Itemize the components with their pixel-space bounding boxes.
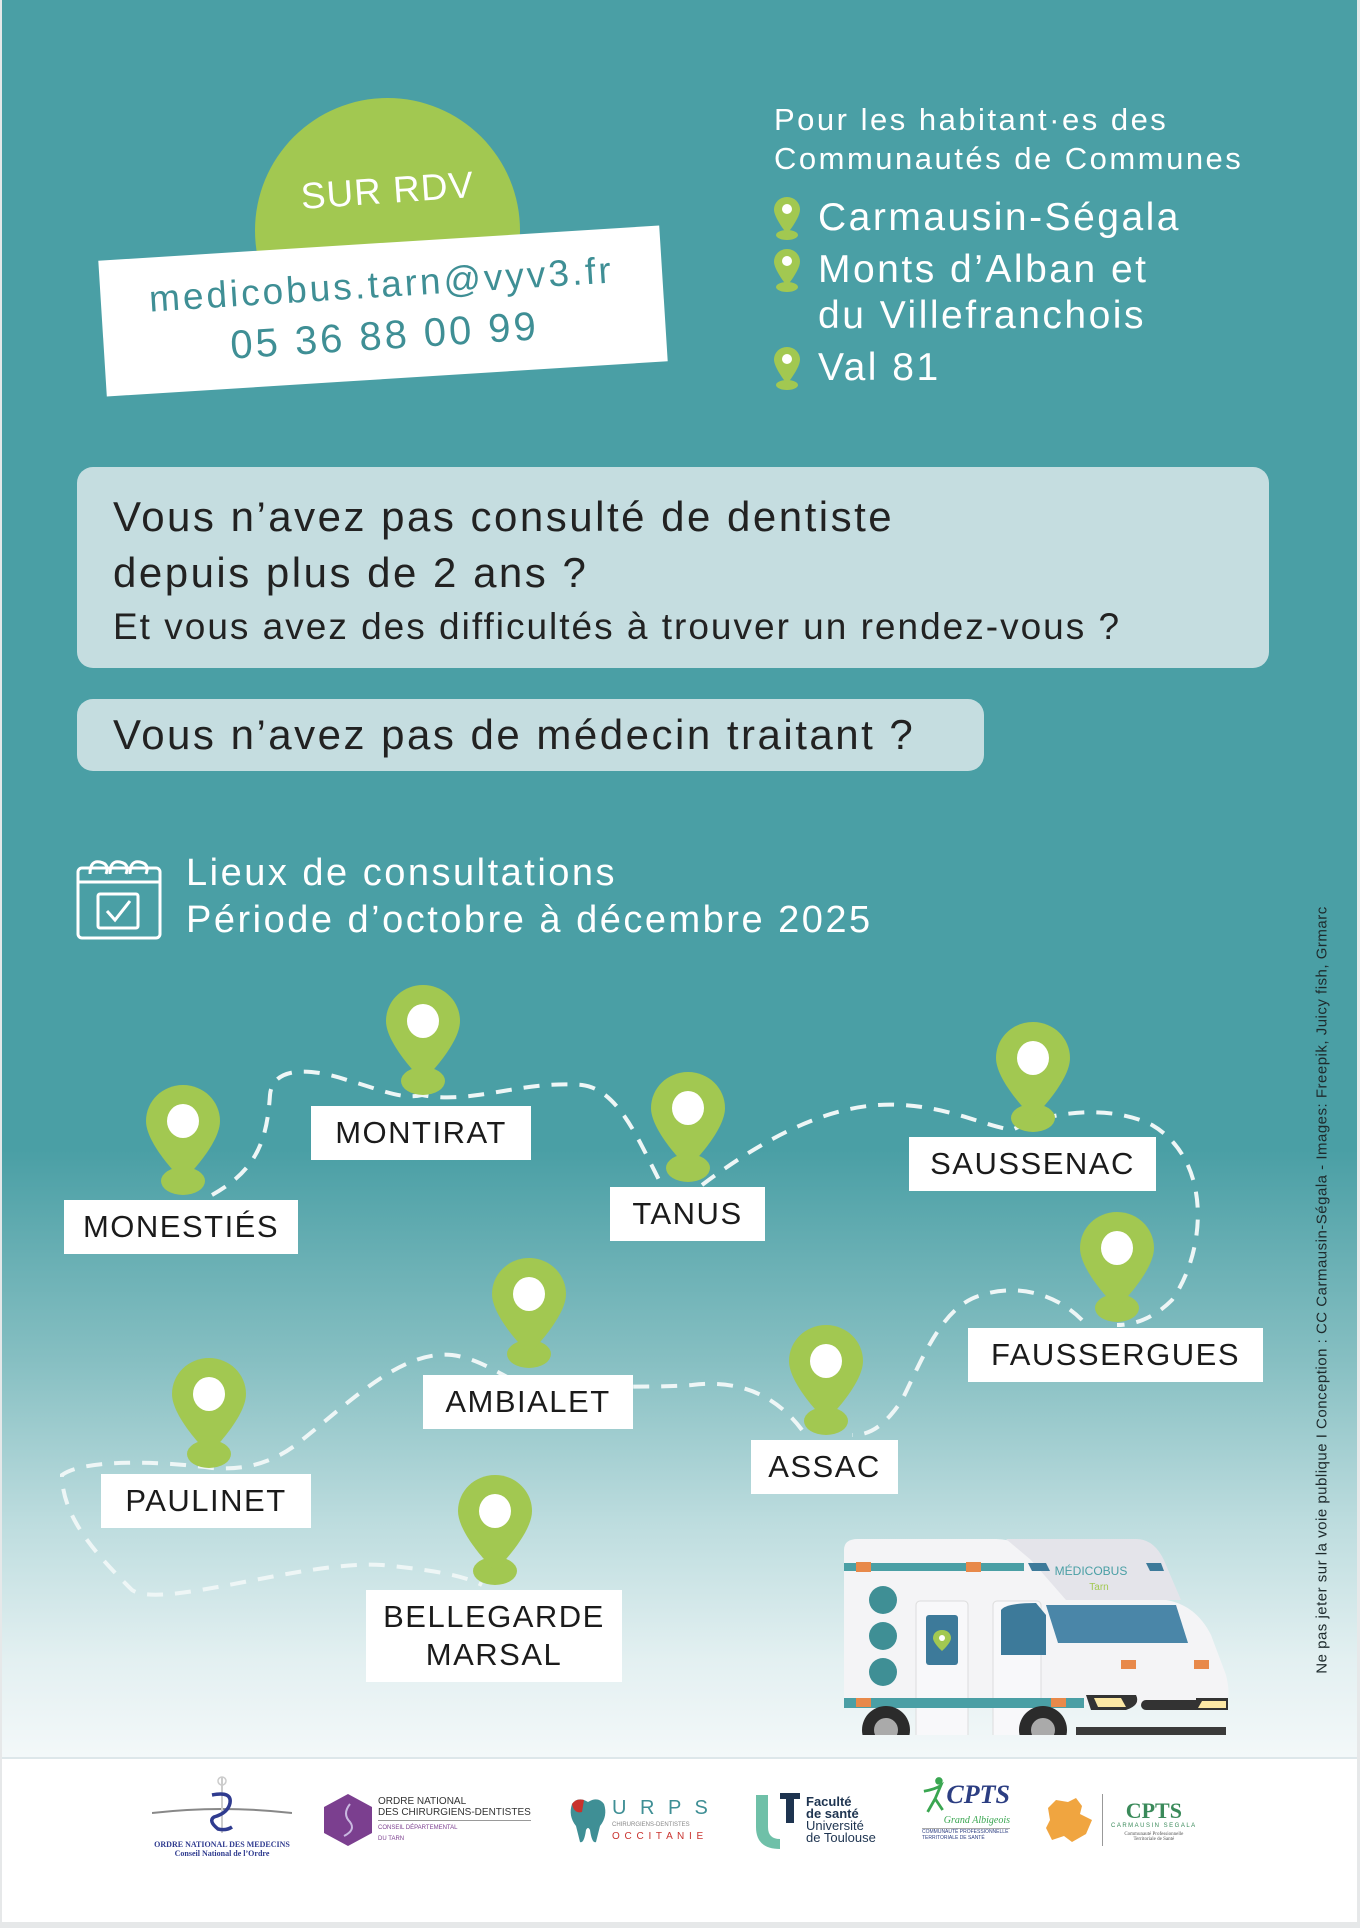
location-label: ASSAC <box>751 1440 898 1494</box>
dentist-question-line-3: Et vous avez des difficultés à trouver un rendez-vous ? <box>113 606 1122 647</box>
map-pin-icon <box>789 1325 863 1435</box>
logo-faculte-sante <box>754 1775 894 1865</box>
logo-text: TERRITORIALE DE SANTÉ <box>922 1835 985 1841</box>
logo-text: U R P S <box>612 1797 712 1819</box>
logo-cpts-carmausin-segala <box>1042 1775 1222 1865</box>
territory-map-icon <box>1042 1796 1094 1844</box>
logo-urps <box>568 1775 718 1865</box>
location-label-line-1: BELLEGARDE <box>383 1599 605 1634</box>
logo-cpts-grand-albigeois <box>922 1775 1010 1865</box>
caduceus-icon <box>152 1775 292 1835</box>
map-pin-icon <box>146 1085 220 1195</box>
logo-text: ORDRE NATIONAL <box>378 1795 467 1807</box>
map-pin-icon <box>492 1258 566 1368</box>
logo-text: CPTS <box>946 1780 1010 1809</box>
logo-ordre-medecins <box>152 1775 292 1865</box>
logo-text: DU TARN <box>378 1835 405 1842</box>
location-label: MONESTIÉS <box>64 1200 298 1254</box>
intro-line-1: Pour les habitant·es des <box>774 102 1169 137</box>
contact-card <box>98 225 667 396</box>
hexagon-logo-icon <box>324 1794 372 1846</box>
map-pin-icon <box>386 985 460 1095</box>
svg-text:Tarn: Tarn <box>1089 1582 1109 1593</box>
community-name: Monts d’Alban et <box>818 248 1149 291</box>
logo-text: DES CHIRURGIENS-DENTISTES <box>378 1807 531 1821</box>
map-pin-icon <box>172 1358 246 1468</box>
audience-intro <box>774 100 1243 178</box>
person-figure-icon <box>922 1775 946 1815</box>
community-name: Val 81 <box>818 346 941 389</box>
map-pin-icon <box>774 197 800 241</box>
community-name: Carmausin-Ségala <box>818 196 1181 239</box>
schedule-title: Lieux de consultations <box>186 852 618 894</box>
location-label: FAUSSERGUES <box>968 1328 1263 1382</box>
location-label: MONTIRAT <box>311 1106 531 1160</box>
map-pin-icon <box>774 249 800 293</box>
rdv-badge-label: SUR RDV <box>299 163 476 218</box>
community-item <box>774 247 1181 339</box>
map-pin-icon <box>458 1475 532 1585</box>
logo-ordre-chirurgiens-dentistes <box>324 1775 539 1865</box>
location-label-line-2: MARSAL <box>425 1637 563 1672</box>
dentist-question-box <box>77 467 1269 668</box>
logo-text: Conseil National de l’Ordre <box>174 1849 270 1858</box>
dentist-question-line-2: depuis plus de 2 ans ? <box>113 549 589 596</box>
logo-text: CARMAUSIN SEGALA <box>1111 1822 1197 1829</box>
community-list <box>774 195 1181 397</box>
poster <box>2 0 1357 1922</box>
university-u-icon <box>754 1791 802 1849</box>
map-pin-icon <box>996 1022 1070 1132</box>
location-label: PAULINET <box>101 1474 311 1528</box>
location-label <box>366 1590 622 1682</box>
location-label: SAUSSENAC <box>909 1137 1156 1191</box>
logo-text: Territoriale de Santé <box>1133 1836 1175 1842</box>
credits-text: Ne pas jeter sur la voie publique I Conception : CC Carmausin-Ségala - Images: Freepik, Juicy fish, Grmarc <box>1313 906 1331 1674</box>
schedule-period: Période d’octobre à décembre 2025 <box>186 899 873 941</box>
tooth-icon <box>568 1796 608 1844</box>
logo-text: de santé <box>806 1806 859 1821</box>
logo-text: de Toulouse <box>806 1830 876 1845</box>
logo-text: CONSEIL DÉPARTEMENTAL <box>378 1824 458 1831</box>
community-name-cont: du Villefranchois <box>818 294 1146 337</box>
logo-text: Faculté <box>806 1794 852 1809</box>
map-pin-icon <box>774 347 800 391</box>
schedule-heading <box>186 850 873 944</box>
community-item <box>774 345 1181 391</box>
logo-text: COMMUNAUTÉ PROFESSIONNELLE <box>922 1829 1009 1835</box>
map-pin-icon <box>651 1072 725 1182</box>
location-label: AMBIALET <box>423 1375 633 1429</box>
doctor-question: Vous n’avez pas de médecin traitant ? <box>113 711 916 758</box>
community-item <box>774 195 1181 241</box>
logo-text: ORDRE NATIONAL DES MEDECINS <box>154 1840 290 1849</box>
intro-line-2: Communautés de Communes <box>774 141 1244 176</box>
logo-text: Communauté Professionnelle <box>1124 1831 1184 1837</box>
map-pin-icon <box>1080 1212 1154 1322</box>
location-label: TANUS <box>610 1187 765 1241</box>
logo-text: Grand Albigeois <box>943 1815 1010 1826</box>
dentist-question-line-1: Vous n’avez pas consulté de dentiste <box>113 493 895 540</box>
calendar-check-icon <box>76 856 162 940</box>
logo-text: CHIRURGIENS-DENTISTES <box>612 1822 690 1828</box>
contact-email[interactable]: medicobus.tarn@vyv3.fr <box>147 248 615 320</box>
contact-phone[interactable]: 05 36 88 00 99 <box>228 303 541 368</box>
logo-text: Université <box>806 1818 864 1833</box>
logo-text: CPTS <box>1125 1797 1182 1823</box>
logo-text: O C C I T A N I E <box>612 1831 705 1842</box>
svg-text:MÉDICOBUS: MÉDICOBUS <box>1054 1564 1128 1578</box>
medicobus-illustration <box>836 1535 1234 1735</box>
doctor-question-box <box>77 699 984 771</box>
